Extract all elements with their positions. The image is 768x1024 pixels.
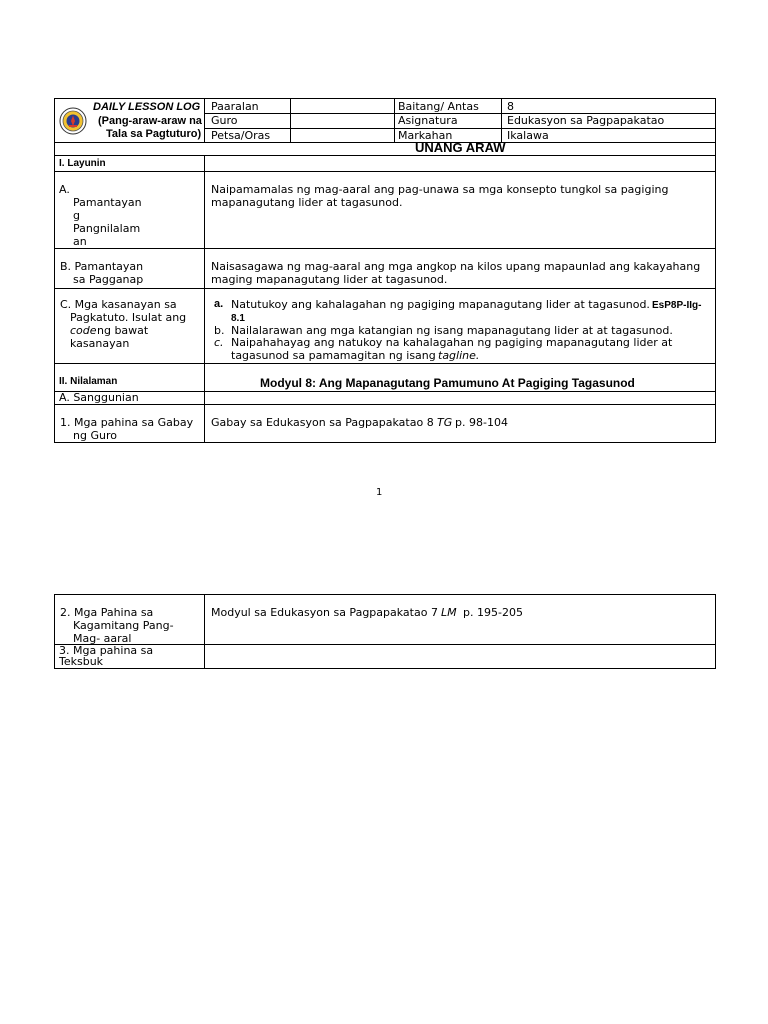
objective-a-text-1: Naipamamalas ng mag-aaral ang pag-unawa sa mga konsepto tungkol sa pagiging bbox=[211, 183, 669, 196]
date-label: Petsa/Oras bbox=[211, 129, 271, 142]
objective-a-label-1: A. bbox=[59, 183, 70, 196]
competency-a-code: EsP8P-IIg- bbox=[652, 300, 702, 311]
objective-b-text-2: maging mapanagutang lider at tagasunod. bbox=[211, 273, 448, 286]
lm-text: Modyul sa Edukasyon sa Pagpapakatao 7 bbox=[211, 606, 438, 619]
lm-label-3: Mag- aaral bbox=[73, 632, 132, 645]
objective-b-label-2: sa Pagganap bbox=[73, 273, 144, 286]
objective-b-text-1: Naisasagawa ng mag-aaral ang mga angkop na kilos upang mapaunlad ang kakayahang bbox=[211, 260, 701, 273]
objective-a-label-4: Pangnilalam bbox=[73, 222, 141, 235]
competency-a-marker: a. bbox=[214, 298, 224, 310]
guide-pages: p. 98-104 bbox=[455, 416, 508, 429]
log-subtitle-2: Tala sa Pagtuturo) bbox=[106, 128, 202, 140]
quarter-value: Ikalawa bbox=[507, 129, 549, 142]
objective-a-text-2: mapanagutang lider at tagasunod. bbox=[211, 196, 403, 209]
content-heading: II. Nilalaman bbox=[59, 376, 118, 387]
page-number: 1 bbox=[376, 487, 383, 498]
subject-value: Edukasyon sa Pagpapakatao bbox=[507, 114, 665, 127]
log-subtitle-1: (Pang-araw-araw na bbox=[98, 115, 202, 127]
competency-c-tagline: tagline. bbox=[438, 349, 480, 362]
competency-c-text-2: tagasunod sa pamamagitan ng isang bbox=[231, 349, 436, 362]
guide-label-1: 1. Mga pahina sa Gabay bbox=[60, 416, 194, 429]
log-title: DAILY LESSON LOG bbox=[93, 101, 201, 113]
quarter-label: Markahan bbox=[398, 129, 453, 142]
objective-a-label-5: an bbox=[73, 235, 87, 248]
competency-a-text: Natutukoy ang kahalagahan ng pagiging mapanagutang lider at tagasunod. bbox=[231, 298, 650, 311]
school-seal-logo bbox=[59, 107, 87, 135]
competency-b-text: Nailalarawan ang mga katangian ng isang mapanagutang lider at at tagasunod. bbox=[231, 324, 673, 337]
objectives-heading: I. Layunin bbox=[59, 158, 106, 169]
teacher-label: Guro bbox=[211, 114, 238, 127]
grade-value: 8 bbox=[507, 100, 514, 113]
lm-italic: LM bbox=[441, 606, 457, 619]
lm-label-2: Kagamitang Pang- bbox=[73, 619, 174, 632]
school-label: Paaralan bbox=[211, 100, 259, 113]
lm-pages: p. 195-205 bbox=[463, 606, 523, 619]
objective-b-label-1: B. Pamantayan bbox=[60, 260, 144, 273]
objective-a-label-2: Pamantayan bbox=[73, 196, 142, 209]
competency-a-code-2: 8.1 bbox=[231, 313, 245, 324]
objective-c-label-1: C. Mga kasanayan sa bbox=[60, 298, 177, 311]
subject-label: Asignatura bbox=[398, 114, 458, 127]
competency-c-text: Naipahahayag ang natukoy na kahalagahan ng pagiging mapanagutang lider at bbox=[231, 336, 673, 349]
module-title: Modyul 8: Ang Mapanagutang Pamumuno At Pagiging Tagasunod bbox=[260, 376, 635, 390]
objective-c-label-3: ng bawat bbox=[97, 324, 149, 337]
objective-c-label-2: Pagkatuto. Isulat ang bbox=[70, 311, 187, 324]
guide-label-2: ng Guro bbox=[73, 429, 117, 442]
competency-b-marker: b. bbox=[214, 324, 225, 337]
competency-c-marker: c. bbox=[214, 336, 224, 349]
guide-tg: TG bbox=[437, 416, 453, 429]
textbook-label-2: Teksbuk bbox=[59, 655, 104, 668]
objective-c-label-4: kasanayan bbox=[70, 337, 130, 350]
grade-label: Baitang/ Antas bbox=[398, 100, 479, 113]
textbook-label-1: 3. Mga pahina sa bbox=[59, 644, 154, 657]
guide-text: Gabay sa Edukasyon sa Pagpapakatao 8 bbox=[211, 416, 434, 429]
references-label: A. Sanggunian bbox=[59, 391, 139, 404]
objective-c-label-code: code bbox=[70, 324, 97, 337]
day-title: UNANG ARAW bbox=[415, 140, 506, 155]
lm-label-1: 2. Mga Pahina sa bbox=[60, 606, 154, 619]
objective-a-label-3: g bbox=[73, 209, 80, 222]
